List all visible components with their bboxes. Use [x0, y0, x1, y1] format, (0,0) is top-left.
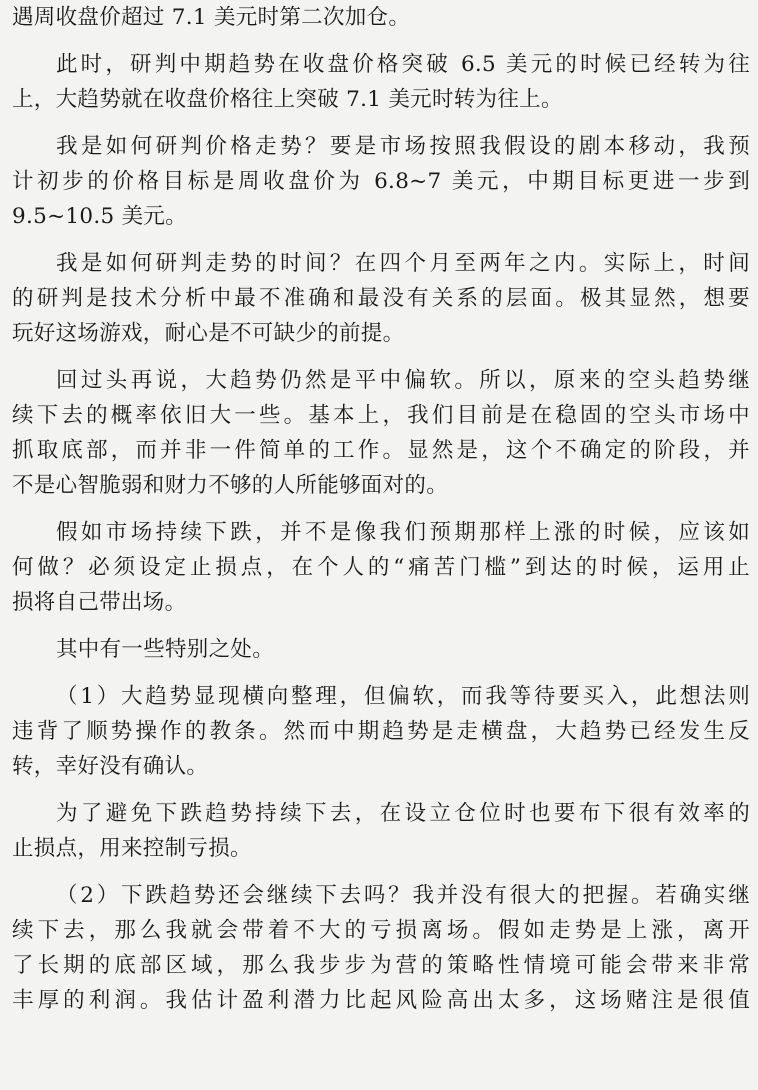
text-line: 回过头再说，大趋势仍然是平中偏软。所以，原来的空头趋势继	[56, 367, 750, 393]
text-line: 续下去，那么我就会带着不大的亏损离场。假如走势是上涨，离开	[12, 917, 750, 943]
text-line: 的研判是技术分析中最不准确和最没有关系的层面。极其显然，想要	[12, 285, 750, 311]
text-line: 转，幸好没有确认。	[12, 754, 209, 780]
text-line: 了长期的底部区域，那么我步步为营的策略性情境可能会带来非常	[12, 953, 750, 978]
text-line: 计初步的价格目标是周收盘价为 6.8~7 美元，中期目标更进一步到	[12, 168, 750, 194]
text-line: 上，大趋势就在收盘价格往上突破 7.1 美元时转为往上。	[12, 86, 563, 112]
text-line: （2）下跌趋势还会继续下去吗？我并没有很大的把握。若确实继	[56, 882, 750, 908]
text-line: （1）大趋势显现横向整理，但偏软，而我等待要买入，此想法则	[56, 683, 750, 709]
text-line: 玩好这场游戏，耐心是不可缺少的前提。	[12, 321, 405, 346]
text-line: 止损点，用来控制亏损。	[12, 835, 252, 861]
text-line: 我是如何研判价格走势？要是市场按照我假设的剧本移动，我预	[56, 133, 750, 159]
text-line: 我是如何研判走势的时间？在四个月至两年之内。实际上，时间	[56, 250, 750, 276]
text-line: 损将自己带出场。	[12, 590, 187, 616]
text-line: 不是心智脆弱和财力不够的人所能够面对的。	[12, 473, 449, 499]
text-line: 9.5~10.5 美元。	[12, 203, 188, 229]
text-line: 丰厚的利润。我估计盈利潜力比起风险高出太多，这场赌注是很值	[12, 988, 750, 1014]
text-line: 续下去的概率依旧大一些。基本上，我们目前是在稳固的空头市场中	[12, 402, 750, 428]
text-line: 为了避免下跌趋势持续下去，在设立仓位时也要布下很有效率的	[56, 800, 750, 826]
text-line: 此时，研判中期趋势在收盘价格突破 6.5 美元的时候已经转为往	[56, 51, 750, 77]
text-line: 抓取底部，而并非一件简单的工作。显然是，这个不确定的阶段，并	[12, 438, 750, 464]
text-line: 假如市场持续下跌，并不是像我们预期那样上涨的时候，应该如	[56, 519, 750, 545]
text-line: 何做？必须设定止损点，在个人的“痛苦门槛”到达的时候，运用止	[12, 555, 750, 581]
text-line: 其中有一些特别之处。	[56, 637, 275, 662]
text-line: 遇周收盘价超过 7.1 美元时第二次加仓。	[12, 5, 411, 30]
text-line: 违背了顺势操作的教条。然而中期趋势是走横盘，大趋势已经发生反	[12, 718, 750, 744]
